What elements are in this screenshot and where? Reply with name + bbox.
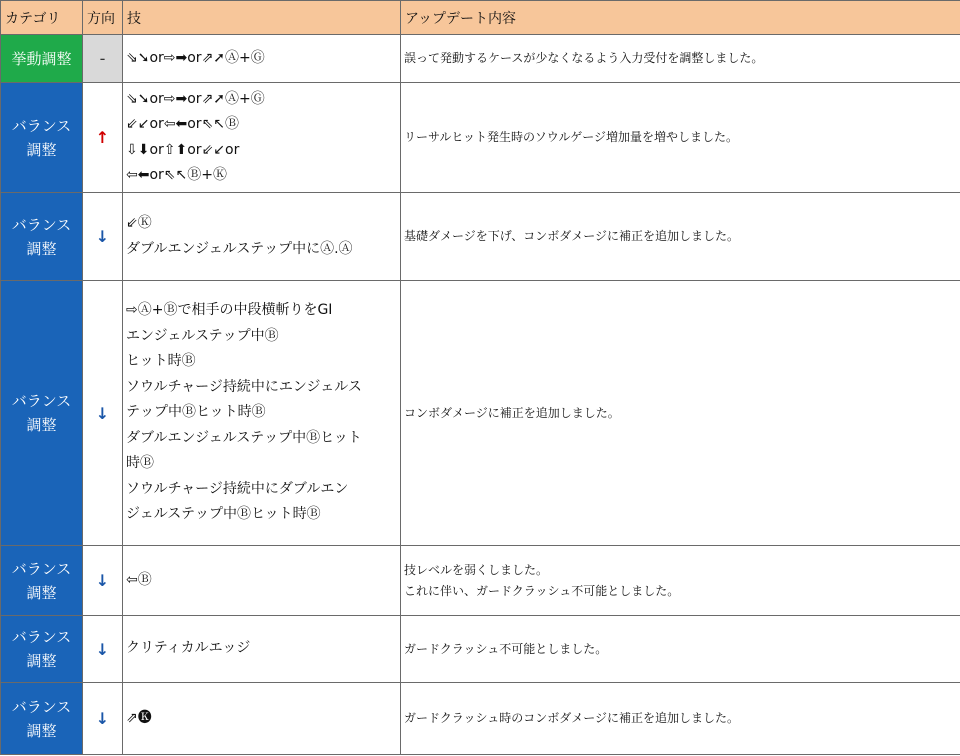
technique-cell bbox=[123, 281, 401, 546]
header-row bbox=[1, 1, 960, 35]
technique-line: 時Ⓑ bbox=[126, 455, 154, 472]
technique-line: ダブルエンジェルステップ中にⒶ.Ⓐ bbox=[126, 240, 353, 257]
table-row bbox=[1, 616, 960, 683]
technique-line: ヒット時Ⓑ bbox=[126, 353, 196, 370]
direction-down-arrow: ↓ bbox=[83, 616, 123, 683]
direction-down-arrow: ↓ bbox=[83, 683, 123, 755]
technique-line: ⇦⬅or⇖↖Ⓑ+Ⓚ bbox=[126, 167, 227, 183]
technique-line: ⇨Ⓐ+Ⓑで相手の中段横斬りをGI bbox=[126, 302, 333, 319]
direction-down-arrow: ↓ bbox=[83, 193, 123, 281]
update-cell bbox=[401, 546, 960, 616]
direction-cell: - bbox=[83, 35, 123, 83]
technique-line: クリティカルエッジ bbox=[126, 640, 251, 657]
technique-line: ⇘➘or⇨➡or⇗➚Ⓐ+Ⓖ bbox=[126, 49, 265, 66]
direction-down-arrow: ↓ bbox=[83, 281, 123, 546]
technique-cell bbox=[123, 546, 401, 616]
update-line: 基礎ダメージを下げ、コンボダメージに補正を追加しました。 bbox=[404, 229, 740, 243]
technique-line: ⇙↙or⇦⬅or⇖↖Ⓑ bbox=[126, 116, 240, 132]
update-line: コンボダメージに補正を追加しました。 bbox=[404, 405, 620, 420]
category-label: バランス bbox=[11, 697, 72, 716]
category-cell bbox=[1, 193, 83, 281]
table-row bbox=[1, 281, 960, 546]
category-label: 調整 bbox=[26, 140, 57, 159]
update-line: 技レベルを弱くしました。 bbox=[404, 562, 549, 577]
update-cell bbox=[401, 193, 960, 281]
category-cell bbox=[1, 83, 83, 193]
technique-line: ⇩⬇or⇧⬆or⇙↙or bbox=[126, 141, 240, 158]
header-update: アップデート内容 bbox=[401, 1, 960, 35]
category-label: バランス bbox=[11, 559, 72, 578]
technique-line: ⇗🅚 bbox=[126, 709, 152, 726]
header-category: カテゴリ bbox=[1, 1, 83, 35]
technique-line: ダブルエンジェルステップ中Ⓑヒット bbox=[126, 429, 362, 446]
category-cell bbox=[1, 683, 83, 755]
table-row bbox=[1, 193, 960, 281]
header-technique: 技 bbox=[123, 1, 401, 35]
table-row bbox=[1, 83, 960, 193]
technique-line: ジェルステップ中Ⓑヒット時Ⓑ bbox=[126, 506, 321, 523]
technique-line: ⇦Ⓑ bbox=[126, 571, 152, 588]
direction-down-arrow: ↓ bbox=[83, 546, 123, 616]
category-label: バランス bbox=[11, 392, 72, 410]
category-label: 調整 bbox=[26, 721, 57, 740]
technique-line: ソウルチャージ持続中にエンジェルス bbox=[126, 378, 362, 395]
technique-cell bbox=[123, 83, 401, 193]
update-line: ガードクラッシュ不可能としました。 bbox=[404, 641, 608, 656]
category-label: バランス bbox=[11, 215, 72, 234]
update-cell bbox=[401, 683, 960, 755]
technique-line: ソウルチャージ持続中にダブルエン bbox=[126, 480, 349, 497]
update-line: これに伴い、ガードクラッシュ不可能としました。 bbox=[404, 583, 680, 598]
technique-line: ⇘➘or⇨➡or⇗➚Ⓐ+Ⓖ bbox=[126, 90, 265, 107]
technique-cell bbox=[123, 35, 401, 83]
category-cell bbox=[1, 546, 83, 616]
technique-line: エンジェルステップ中Ⓑ bbox=[126, 327, 279, 344]
category-cell bbox=[1, 35, 83, 83]
category-label: 調整 bbox=[26, 416, 57, 434]
table-row bbox=[1, 35, 960, 83]
update-line: リーサルヒット発生時のソウルゲージ増加量を増やしました。 bbox=[404, 130, 738, 144]
category-label: 調整 bbox=[26, 583, 57, 602]
technique-cell bbox=[123, 193, 401, 281]
update-cell bbox=[401, 616, 960, 683]
technique-cell bbox=[123, 616, 401, 683]
update-line: ガードクラッシュ時のコンボダメージに補正を追加しました。 bbox=[404, 711, 740, 725]
technique-cell bbox=[123, 683, 401, 755]
update-line: 誤って発動するケースが少なくなるよう入力受付を調整しました。 bbox=[404, 51, 764, 65]
category-label: 調整 bbox=[26, 652, 57, 670]
update-cell bbox=[401, 35, 960, 83]
category-label: バランス bbox=[11, 628, 72, 646]
category-cell bbox=[1, 616, 83, 683]
category-label: バランス bbox=[11, 116, 72, 135]
category-label: 挙動調整 bbox=[11, 49, 72, 68]
table-row bbox=[1, 683, 960, 755]
update-cell bbox=[401, 281, 960, 546]
direction-up-arrow: ↑ bbox=[83, 83, 123, 193]
header-direction: 方向 bbox=[83, 1, 123, 35]
table-row bbox=[1, 546, 960, 616]
category-cell bbox=[1, 281, 83, 546]
update-cell bbox=[401, 83, 960, 193]
category-label: 調整 bbox=[26, 239, 57, 258]
technique-line: ⇙Ⓚ bbox=[126, 215, 152, 231]
technique-line: テップ中Ⓑヒット時Ⓑ bbox=[126, 404, 266, 421]
